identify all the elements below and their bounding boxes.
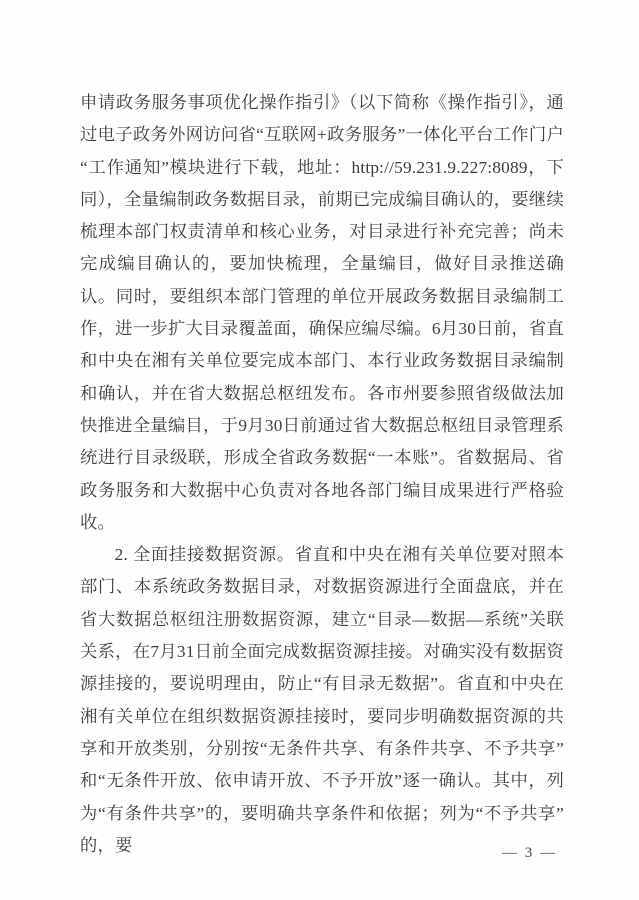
document-body: [80, 87, 564, 862]
paragraph-item-2: 2. 全面挂接数据资源。省直和中央在湘有关单位要对照本部门、本系统政务数据目录，对数据资源进行全面盘底，并在省大数据总枢纽注册数据资源，建立“目录—数据—系统”关联关系，在7月31日前全面完成数据资源挂接。对确实没有数据资源挂接的，要说明理由，防止“有目录无数据”。省直和中央在湘有关单位在组织数据资源挂接时，要同步明确数据资源的共享和开放类别，分别按“无条件共享、有条件共享、不予共享”和“无条件开放、依申请开放、不予开放”逐一确认。其中，列为“有条件共享”的，要明确共享条件和依据；列为“不予共享”的，要: [80, 545, 564, 855]
page-number: — 3 —: [502, 845, 557, 861]
paragraph-continuation: 申请政务服务事项优化操作指引》（以下简称《操作指引》，通过电子政务外网访问省“互联网+政务服务”一体化平台工作门户“工作通知”模块进行下载，地址：http://59.231.9.227:8089，下同），全量编制政务数据目录，前期已完成编目确认的，要继续梳理本部门权责清单和核心业务，对目录进行补充完善；尚未完成编目确认的，要加快梳理，全量编目，做好目录推送确认。同时，要组织本部门管理的单位开展政务数据目录编制工作，进一步扩大目录覆盖面，确保应编尽编。6月30日前，省直和中央在湘有关单位要完成本部门、本行业政务数据目录编制和确认，并在省大数据总枢纽发布。各市州要参照省级做法加快推进全量编目，于9月30日前通过省大数据总枢纽目录管理系统进行目录级联，形成全省政务数据“一本账”。省数据局、省政务服务和大数据中心负责对各地各部门编目成果进行严格验收。: [80, 93, 564, 532]
